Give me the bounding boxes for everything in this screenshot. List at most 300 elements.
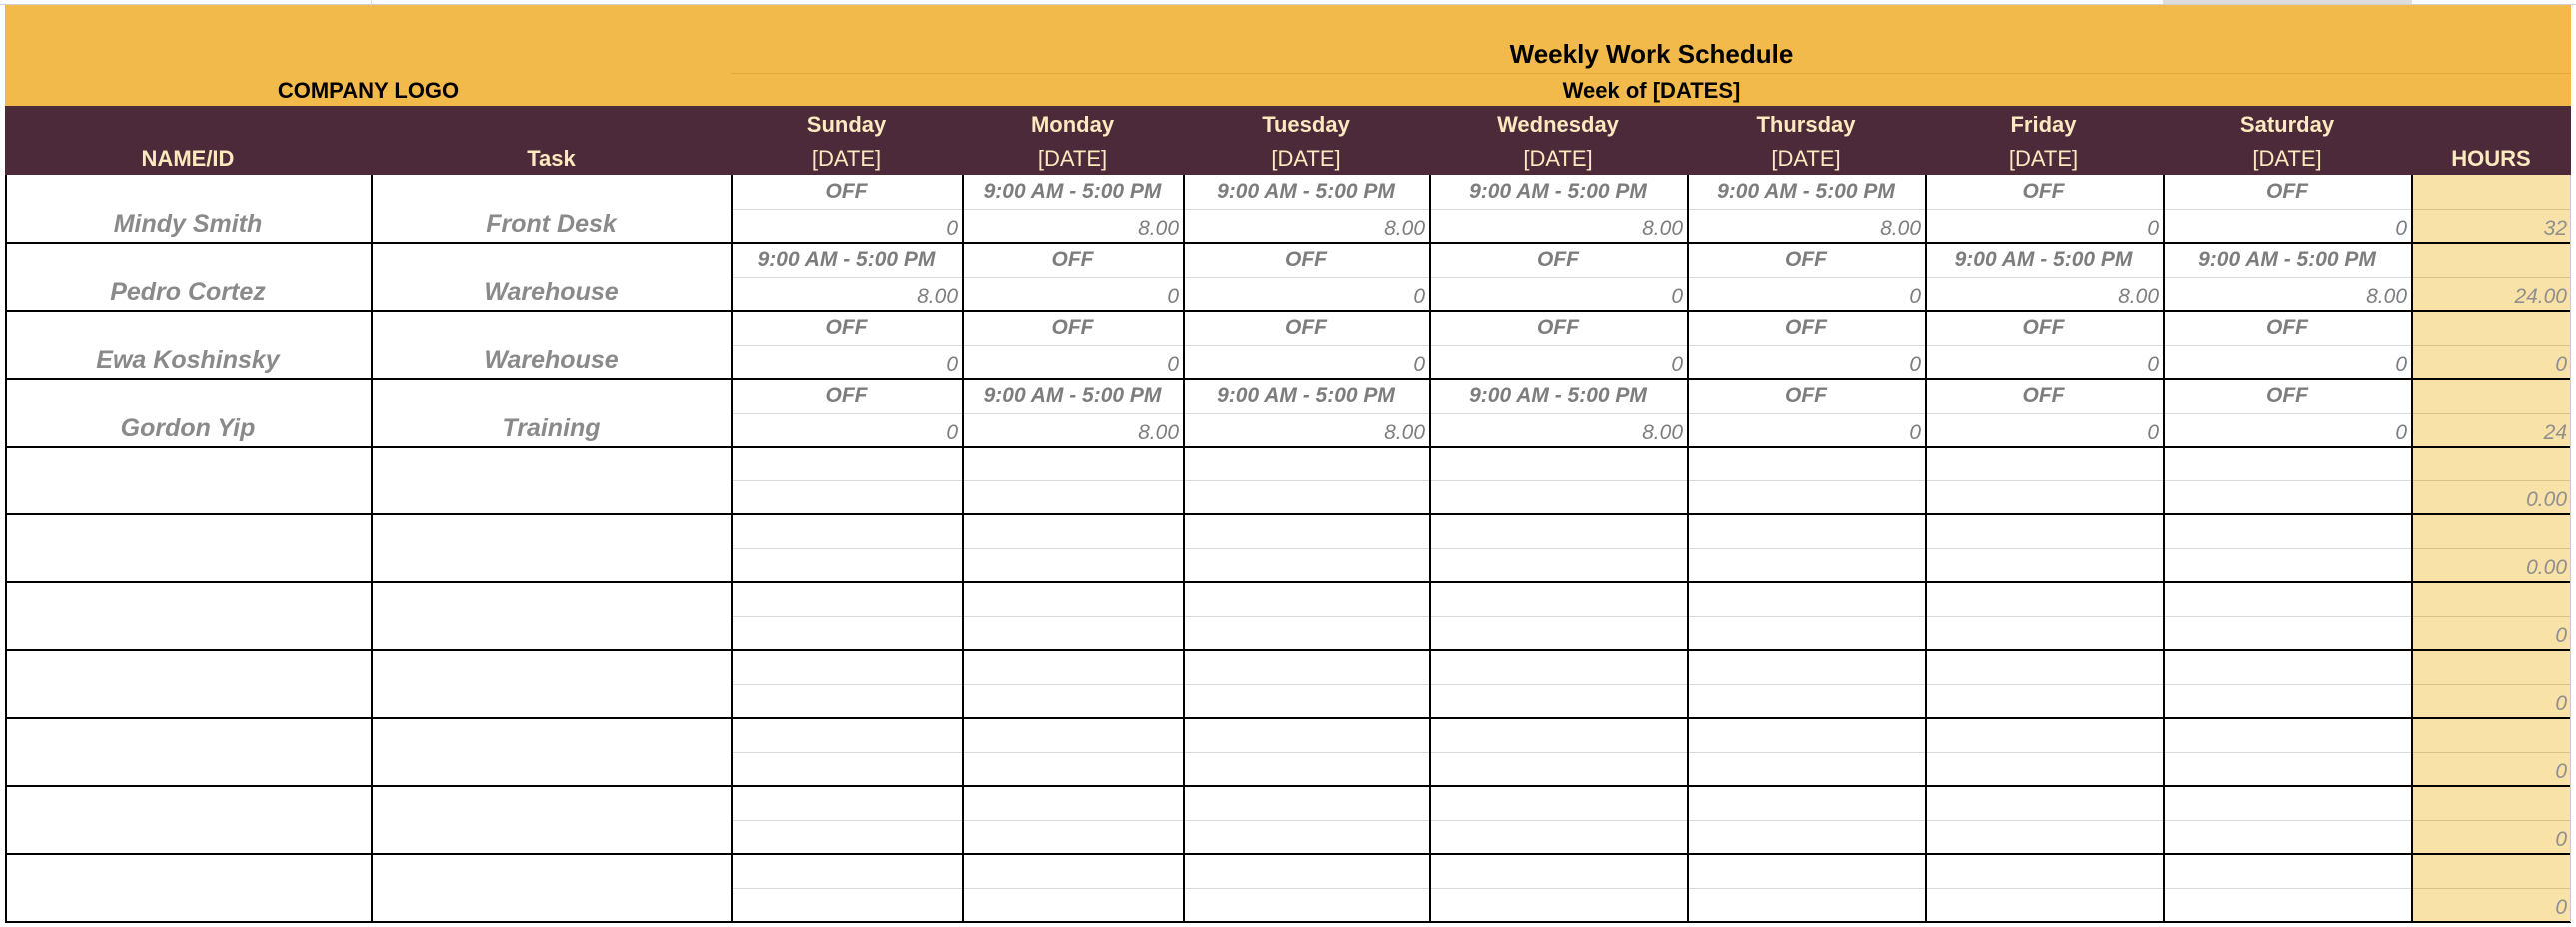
total-hours-cell: 0 [2555,760,2567,783]
employee-name[interactable]: Ewa Koshinsky [96,346,280,374]
hours-cell[interactable]: 8.00 [2118,285,2159,308]
hours-cell[interactable] [962,752,1183,786]
hours-cell[interactable] [1687,752,1925,786]
hours-cell[interactable] [1925,616,2163,650]
day-header-saturday: Saturday [2239,112,2335,137]
shift-cell[interactable]: OFF [2266,316,2308,339]
hours-cell[interactable]: 8.00 [2366,285,2407,308]
sub-row-line [1183,820,1429,821]
col-border [5,175,7,922]
sub-row-line [2163,616,2411,617]
hours-cell[interactable] [1183,820,1429,854]
shift-cell[interactable] [2163,786,2411,820]
row-border [5,921,2571,923]
sub-row-line [962,413,1183,414]
shift-cell[interactable] [1687,650,1925,684]
hours-cell[interactable]: 0 [2147,353,2159,376]
employee-task[interactable]: Warehouse [484,278,619,306]
sub-row-line [731,480,962,481]
sub-row-line [1687,277,1925,278]
hours-cell[interactable]: 8.00 [1138,421,1179,444]
shift-cell[interactable]: 9:00 AM - 5:00 PM [1217,180,1395,203]
shift-cell[interactable]: OFF [2266,384,2308,407]
shift-cell[interactable] [962,447,1183,480]
hours-cell[interactable]: 0 [1167,285,1179,308]
week-of-label: Week of [DATES] [1562,78,1741,103]
employee-task[interactable] [371,854,731,922]
shift-cell[interactable]: OFF [1785,248,1827,271]
hours-cell[interactable] [1429,616,1687,650]
page-title: Weekly Work Schedule [1509,38,1794,69]
sub-row-line [962,684,1183,685]
shift-cell[interactable] [1925,650,2163,684]
sub-row-line [1925,616,2163,617]
day-header-sunday: Sunday [806,112,887,137]
sub-row-line [731,345,962,346]
hours-cell[interactable]: 0 [1909,353,1921,376]
shift-cell[interactable] [731,514,962,548]
day-date-thursday[interactable]: [DATE] [1771,146,1841,171]
shift-cell[interactable] [731,582,962,616]
hours-cell[interactable] [1183,480,1429,514]
total-hours-cell: 0.00 [2526,556,2567,579]
shift-cell[interactable] [1183,718,1429,752]
hours-cell[interactable] [1925,480,2163,514]
hours-cell[interactable] [1429,820,1687,854]
shift-cell[interactable] [1925,786,2163,820]
sub-row-line [1429,684,1687,685]
sub-row-line [2163,413,2411,414]
shift-cell[interactable]: OFF [825,316,868,339]
shift-cell[interactable] [1687,786,1925,820]
col-border [1429,175,1431,922]
hours-cell[interactable] [1429,684,1687,718]
col-border [1687,175,1689,922]
hours-cell[interactable] [1183,888,1429,922]
hours-cell[interactable] [962,820,1183,854]
shift-cell[interactable] [2163,718,2411,752]
hours-cell[interactable] [731,548,962,582]
shift-cell[interactable]: OFF [1537,316,1579,339]
employee-name[interactable] [5,854,371,922]
sub-row-line [962,548,1183,549]
shift-cell[interactable]: OFF [1537,248,1579,271]
hours-cell[interactable]: 0 [2147,421,2159,444]
hours-cell[interactable] [1687,480,1925,514]
col-border [1925,175,1927,922]
employee-task[interactable] [371,650,731,718]
total-hours-cell: 32 [2543,217,2567,240]
shift-cell[interactable] [1925,447,2163,480]
sub-row-line [731,277,962,278]
hours-cell[interactable]: 0 [1413,353,1425,376]
total-hours-cell: 0 [2555,353,2567,376]
employee-name[interactable] [5,786,371,854]
sub-row-line [1925,684,2163,685]
employee-task[interactable] [371,786,731,854]
total-hours-cell: 0 [2555,692,2567,715]
col-border [371,175,373,922]
shift-cell[interactable] [1183,582,1429,616]
hours-cell[interactable] [1687,684,1925,718]
shift-cell[interactable]: OFF [825,384,868,407]
company-logo: COMPANY LOGO [277,78,460,103]
sub-row-line [2163,548,2411,549]
hours-cell[interactable]: 0 [2395,421,2407,444]
col-border [731,175,733,922]
hours-cell[interactable] [962,616,1183,650]
sub-row-line [1925,345,2163,346]
sub-row-line [962,888,1183,889]
sub-row-line [2163,480,2411,481]
shift-cell[interactable]: OFF [1785,384,1827,407]
day-date-sunday[interactable]: [DATE] [811,146,882,171]
sub-row-line [1429,752,1687,753]
hours-cell[interactable] [1925,752,2163,786]
hours-cell[interactable] [1925,684,2163,718]
shift-cell[interactable]: 9:00 AM - 5:00 PM [2198,248,2376,271]
shift-cell[interactable] [962,786,1183,820]
hours-cell[interactable] [2163,616,2411,650]
shift-cell[interactable]: 9:00 AM - 5:00 PM [983,180,1162,203]
shift-cell[interactable] [2163,854,2411,888]
hours-cell[interactable] [2163,684,2411,718]
employee-name[interactable] [5,650,371,718]
shift-cell[interactable] [1429,514,1687,548]
hours-cell[interactable] [1429,752,1687,786]
sub-row-line [1183,888,1429,889]
hours-cell[interactable]: 0 [946,353,958,376]
sub-row-line [1925,820,2163,821]
sub-row-line [1687,616,1925,617]
hours-cell[interactable] [2163,480,2411,514]
employee-task[interactable] [371,514,731,582]
top-gridline [0,4,2576,5]
sub-row-line [731,616,962,617]
shift-cell[interactable]: OFF [825,180,868,203]
employee-task[interactable]: Warehouse [484,346,619,374]
employee-task[interactable] [371,447,731,514]
hours-cell[interactable]: 0 [2395,353,2407,376]
shift-cell[interactable] [1687,718,1925,752]
shift-cell[interactable] [1925,718,2163,752]
total-hours-cell: 0 [2555,828,2567,851]
hours-cell[interactable]: 0 [946,217,958,240]
shift-cell[interactable]: OFF [2266,180,2308,203]
sub-row-line [1429,209,1687,210]
sub-row-line [1687,413,1925,414]
shift-cell[interactable]: OFF [1285,248,1327,271]
sub-row-line [1925,209,2163,210]
sub-row-line [962,820,1183,821]
shift-cell[interactable] [1687,514,1925,548]
day-header-friday: Friday [2010,112,2077,137]
shift-cell[interactable] [1925,514,2163,548]
sub-row-line [2163,209,2411,210]
employee-name[interactable] [5,447,371,514]
day-date-tuesday[interactable]: [DATE] [1271,146,1341,171]
shift-cell[interactable]: 9:00 AM - 5:00 PM [1469,384,1647,407]
hours-cell[interactable]: 8.00 [1384,217,1425,240]
sub-row-line [1183,548,1429,549]
shift-cell[interactable] [1687,582,1925,616]
shift-cell[interactable]: OFF [2022,316,2065,339]
hours-cell[interactable]: 0 [1909,421,1921,444]
hours-cell[interactable]: 8.00 [1642,217,1683,240]
sub-row-line [731,548,962,549]
sub-row-line [731,752,962,753]
sub-row-line [1183,413,1429,414]
shift-cell[interactable]: OFF [1051,248,1094,271]
hours-cell[interactable] [1687,548,1925,582]
sub-row-line [1925,277,2163,278]
sub-row-line [962,616,1183,617]
sub-row-line [731,413,962,414]
total-hours-cell: 0.00 [2526,488,2567,511]
total-hours-cell: 0 [2555,624,2567,647]
day-header-tuesday: Tuesday [1262,112,1350,137]
hours-cell[interactable] [1925,888,2163,922]
hours-cell[interactable] [1429,480,1687,514]
shift-cell[interactable] [1925,582,2163,616]
employee-name[interactable] [5,582,371,650]
hours-cell[interactable]: 8.00 [917,285,958,308]
shift-cell[interactable]: 9:00 AM - 5:00 PM [983,384,1162,407]
sub-row-line [962,480,1183,481]
hours-top-line [2163,0,2412,4]
hours-cell[interactable]: 0 [1909,285,1921,308]
shift-cell[interactable] [2163,447,2411,480]
shift-cell[interactable] [2163,514,2411,548]
hours-cell[interactable] [962,548,1183,582]
hours-cell[interactable]: 0 [2147,217,2159,240]
day-header-thursday: Thursday [1756,112,1856,137]
hours-cell[interactable] [1183,684,1429,718]
sub-row-line [1183,752,1429,753]
name-column-header: NAME/ID [141,146,235,171]
sub-row-line [1687,820,1925,821]
day-header-monday: Monday [1030,112,1115,137]
col-border [1183,175,1185,922]
sub-row-line [2163,277,2411,278]
hours-cell[interactable] [731,616,962,650]
col-border [2411,175,2413,922]
shift-cell[interactable] [731,786,962,820]
hours-cell[interactable] [1183,548,1429,582]
hours-column-header: HOURS [2451,146,2531,171]
sub-row-line [1687,480,1925,481]
hours-cell[interactable] [731,752,962,786]
hours-cell[interactable]: 0 [1671,285,1683,308]
shift-cell[interactable] [1687,447,1925,480]
hours-cell[interactable]: 0 [2395,217,2407,240]
shift-cell[interactable] [1429,854,1687,888]
hours-cell[interactable] [962,684,1183,718]
sub-row-line [1925,548,2163,549]
hours-cell[interactable] [1687,616,1925,650]
employee-name[interactable]: Pedro Cortez [110,278,266,306]
employee-name[interactable]: Mindy Smith [113,210,263,238]
sub-row-line [1183,277,1429,278]
sub-row-line [1429,413,1687,414]
employee-name[interactable]: Gordon Yip [120,414,256,442]
gold-divider [731,73,2571,74]
sub-row-line [1429,548,1687,549]
total-hours-cell: 0 [2555,896,2567,919]
hours-cell[interactable]: 0 [946,421,958,444]
employee-task[interactable] [371,582,731,650]
hours-cell[interactable]: 0 [1413,285,1425,308]
shift-cell[interactable] [1429,786,1687,820]
sub-row-line [2163,820,2411,821]
shift-cell[interactable] [2163,582,2411,616]
employee-task[interactable]: Front Desk [486,210,617,238]
shift-cell[interactable]: 9:00 AM - 5:00 PM [1469,180,1647,203]
sub-row-line [1183,209,1429,210]
hours-cell[interactable]: 8.00 [1384,421,1425,444]
shift-cell[interactable]: 9:00 AM - 5:00 PM [757,248,936,271]
sub-row-line [1687,752,1925,753]
sub-row-line [1687,888,1925,889]
hours-cell[interactable]: 0 [1167,353,1179,376]
gold-col-line [371,0,372,6]
sub-row-line [1429,480,1687,481]
hours-cell[interactable] [2163,548,2411,582]
sub-row-line [1183,480,1429,481]
sub-row-line [962,345,1183,346]
hours-cell[interactable]: 0 [1671,353,1683,376]
sub-row-line [1429,888,1687,889]
shift-cell[interactable]: 9:00 AM - 5:00 PM [1717,180,1895,203]
shift-cell[interactable] [962,582,1183,616]
task-column-header: Task [527,146,576,171]
hours-cell[interactable]: 8.00 [1642,421,1683,444]
sub-row-line [731,209,962,210]
shift-cell[interactable]: OFF [1285,316,1327,339]
sub-row-line [1687,684,1925,685]
shift-cell[interactable] [1183,786,1429,820]
sub-row-line [1183,345,1429,346]
shift-cell[interactable] [731,854,962,888]
shift-cell[interactable] [962,718,1183,752]
shift-cell[interactable] [731,447,962,480]
sub-row-line [1687,209,1925,210]
day-date-saturday[interactable]: [DATE] [2252,146,2322,171]
sub-row-line [962,209,1183,210]
col-border [2163,175,2165,922]
hours-cell[interactable] [962,480,1183,514]
sub-row-line [731,820,962,821]
sub-row-line [1183,684,1429,685]
hours-cell[interactable] [1183,752,1429,786]
sub-row-line [731,888,962,889]
shift-cell[interactable] [1183,447,1429,480]
shift-cell[interactable] [1429,582,1687,616]
employee-name[interactable] [5,718,371,786]
total-hours-cell: 24 [2543,421,2567,444]
sub-row-line [1429,345,1687,346]
shift-cell[interactable] [962,650,1183,684]
shift-cell[interactable] [1429,650,1687,684]
sub-row-line [962,752,1183,753]
sub-row-line [2163,684,2411,685]
col-border [962,175,964,922]
hours-cell[interactable] [962,888,1183,922]
employee-task[interactable]: Training [502,414,601,442]
shift-cell[interactable] [1687,854,1925,888]
shift-cell[interactable] [962,854,1183,888]
shift-cell[interactable] [1429,718,1687,752]
hours-cell[interactable] [2163,888,2411,922]
hours-cell[interactable] [1687,820,1925,854]
day-date-monday[interactable]: [DATE] [1037,146,1108,171]
sub-row-line [962,277,1183,278]
shift-cell[interactable] [1429,447,1687,480]
hours-cell[interactable] [1687,888,1925,922]
shift-cell[interactable] [1183,854,1429,888]
sub-row-line [1925,752,2163,753]
sub-row-line [1429,277,1687,278]
hours-cell[interactable]: 8.00 [1880,217,1921,240]
hours-cell[interactable] [731,820,962,854]
sub-row-line [1183,616,1429,617]
day-header-wednesday: Wednesday [1497,112,1619,137]
shift-cell[interactable]: OFF [2022,180,2065,203]
sub-row-line [2163,888,2411,889]
col-border [2570,175,2571,922]
total-hours-cell: 24.00 [2514,285,2567,308]
hours-cell[interactable] [2163,752,2411,786]
sub-row-line [1925,413,2163,414]
hours-cell[interactable] [1183,616,1429,650]
shift-cell[interactable]: OFF [1051,316,1094,339]
shift-cell[interactable] [1183,514,1429,548]
hours-cell[interactable] [1429,888,1687,922]
shift-cell[interactable]: 9:00 AM - 5:00 PM [1954,248,2133,271]
hours-cell[interactable] [2163,820,2411,854]
shift-cell[interactable] [731,650,962,684]
shift-cell[interactable]: OFF [2022,384,2065,407]
shift-cell[interactable] [1925,854,2163,888]
hours-cell[interactable]: 8.00 [1138,217,1179,240]
hours-cell[interactable] [731,684,962,718]
sub-row-line [2163,345,2411,346]
hours-cell[interactable] [731,480,962,514]
employee-name[interactable] [5,514,371,582]
sub-row-line [1429,820,1687,821]
hours-cell[interactable] [731,888,962,922]
day-date-friday[interactable]: [DATE] [2008,146,2079,171]
hours-cell[interactable] [1925,820,2163,854]
sub-row-line [1687,548,1925,549]
sub-row-line [1925,888,2163,889]
hours-cell[interactable] [1429,548,1687,582]
shift-cell[interactable] [962,514,1183,548]
employee-task[interactable] [371,718,731,786]
shift-cell[interactable]: OFF [1785,316,1827,339]
sub-row-line [1925,480,2163,481]
shift-cell[interactable] [731,718,962,752]
day-date-wednesday[interactable]: [DATE] [1523,146,1593,171]
shift-cell[interactable] [1183,650,1429,684]
sub-row-line [731,684,962,685]
shift-cell[interactable] [2163,650,2411,684]
shift-cell[interactable]: 9:00 AM - 5:00 PM [1217,384,1395,407]
sub-row-line [1687,345,1925,346]
sub-row-line [1429,616,1687,617]
hours-cell[interactable] [1925,548,2163,582]
sub-row-line [2163,752,2411,753]
